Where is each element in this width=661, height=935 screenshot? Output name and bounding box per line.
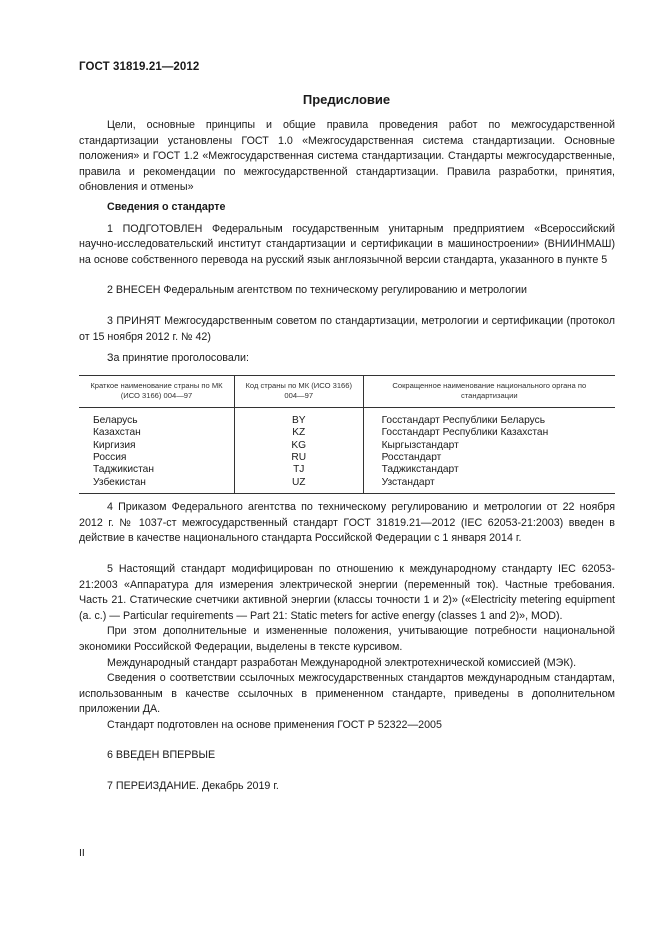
table-row — [79, 477, 615, 494]
standards-body: Таджикстандарт — [381, 464, 459, 476]
page-number: II — [79, 847, 85, 859]
country-code: RU — [234, 452, 363, 464]
item-7-paragraph: 7 ПЕРЕИЗДАНИЕ. Декабрь 2019 г. — [107, 780, 279, 793]
item-1-paragraph: 1 ПОДГОТОВЛЕН Федеральным государственным унитарным предприятием «Всероссийский научно-исследовательский институт стандартизации и сертификации в машиностроении» (ВНИИНМАШ) на основе собственного перевода на русский язык англоязычной версии стандарта, указанного в пункте 5 — [79, 222, 615, 266]
item-5-paragraph: 5 Настоящий стандарт модифицирован по отношению к международному стандарту IEC 62053-21:2003 «Аппаратура для измерения электрической энергии (переменный ток). Частные требования. Часть 21. Статические счетчики активной энергии (классы точности 1 и 2)» («Electricity metering equipment (a. c.) — Particular requirements — Part 21: Static meters for active energy (classes 1 and 2)», MOD). — [79, 562, 615, 622]
table-row — [79, 452, 615, 464]
table-row — [79, 407, 615, 427]
vote-intro: За принятие проголосовали: — [107, 352, 249, 365]
preface-body — [79, 118, 615, 795]
standards-body: Кыргызстандарт — [381, 439, 459, 451]
item-5-note-iec: Международный стандарт разработан Международной электротехнической комиссией (МЭК). — [107, 656, 577, 669]
item-3-paragraph: 3 ПРИНЯТ Межгосударственным советом по стандартизации, метрологии и сертификации (протокол от 15 ноября 2012 г. № 42) — [79, 314, 615, 343]
country-code: BY — [234, 407, 363, 427]
standards-body: Узстандарт — [363, 477, 615, 494]
table-row — [79, 427, 615, 439]
table-header-row — [79, 375, 615, 407]
item-4-paragraph: 4 Приказом Федерального агентства по техническому регулированию и метрологии от 22 ноября 2012 г. № 1037-ст межгосударственный стандарт ГОСТ 31819.21—2012 (IEC 62053-21:2003) введен в действие в качестве национального стандарта Российской Федерации с 1 января 2014 г. — [79, 501, 615, 545]
country-name: Беларусь — [93, 414, 138, 426]
standards-body: Госстандарт Республики Казахстан — [381, 427, 549, 439]
item-5-note-basis: Стандарт подготовлен на основе применения ГОСТ Р 52322—2005 — [107, 718, 442, 731]
page-title: Предисловие — [302, 92, 391, 107]
table-header-code: Код страны по МК (ИСО 3166) 004—97 — [234, 375, 363, 407]
table-header-country: Краткое наименование страны по МК (ИСО 3166) 004—97 — [79, 375, 234, 407]
voting-table — [79, 375, 615, 494]
country-code: UZ — [234, 477, 363, 494]
table-row — [79, 464, 615, 476]
intro-paragraph: Цели, основные принципы и общие правила проведения работ по межгосударственной стандартизации установлены ГОСТ 1.0 «Межгосударственная система стандартизации. Основные положения» и ГОСТ 1.2 «Межгосударственная система стандартизации. Стандарты межгосударственные, правила и рекомендации по межгосударственной стандартизации. Правила разработки, принятия, обновления и отмены» — [79, 119, 615, 194]
standards-body: Росстандарт — [381, 451, 442, 463]
item-6-paragraph: 6 ВВЕДЕН ВПЕРВЫЕ — [107, 749, 216, 762]
table-row — [79, 440, 615, 452]
country-name: Киргизия — [93, 439, 136, 451]
document-code-header: ГОСТ 31819.21—2012 — [79, 61, 200, 73]
item-2-paragraph: 2 ВНЕСЕН Федеральным агентством по техническому регулированию и метрологии — [107, 284, 527, 297]
table-header-organization: Сокращенное наименование национального органа по стандартизации — [363, 375, 615, 407]
item-5-note-italic: При этом дополнительные и измененные положения, учитывающие потребности национальной экономики Российской Федерации, выделены в тексте курсивом. — [79, 625, 615, 653]
country-code: TJ — [234, 464, 363, 476]
country-name: Казахстан — [93, 427, 141, 439]
section-heading: Сведения о стандарте — [107, 200, 226, 213]
country-name: Россия — [93, 451, 127, 463]
country-code: KZ — [234, 427, 363, 439]
country-name: Узбекистан — [79, 477, 234, 494]
standards-body: Госстандарт Республики Беларусь — [381, 414, 546, 426]
country-name: Таджикистан — [93, 464, 154, 476]
item-5-note-references: Сведения о соответствии ссылочных межгосударственных стандартов международным стандартам, использованным в качестве ссылочных в примененном стандарте, приведены в дополнительном приложении ДА. — [79, 672, 615, 716]
country-code: KG — [234, 440, 363, 452]
